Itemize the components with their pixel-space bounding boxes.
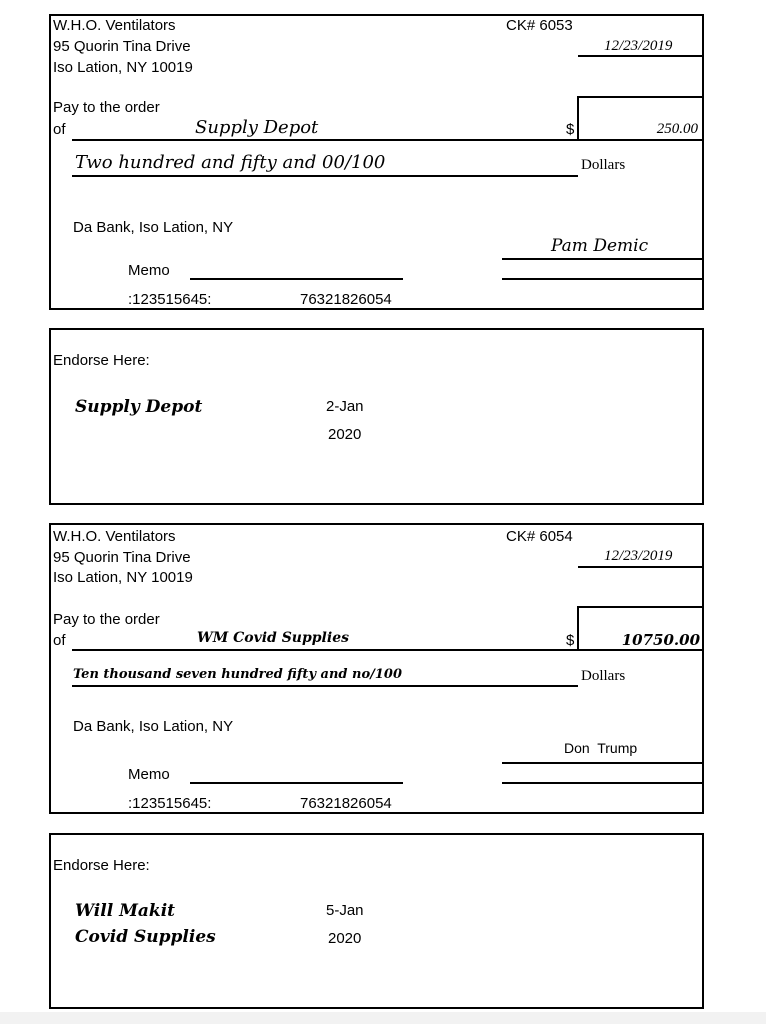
signature-line <box>502 762 702 764</box>
payee-name: WM Covid Supplies <box>197 630 349 646</box>
routing-number: :123515645: <box>128 291 212 308</box>
bank-name: Da Bank, Iso Lation, NY <box>73 219 234 236</box>
endorse-date-year: 2020 <box>328 426 362 443</box>
amount-value: 10750.00 <box>621 631 700 649</box>
amount-box-left <box>577 606 579 650</box>
amount-box-top <box>577 96 702 98</box>
amount-words-line <box>72 685 578 687</box>
bank-name: Da Bank, Iso Lation, NY <box>73 718 234 735</box>
memo-label: Memo <box>128 766 170 783</box>
check-number: CK# 6054 <box>506 528 573 545</box>
amount-in-words: Two hundred and fifty and 00/100 <box>75 152 386 173</box>
signature-line <box>502 258 702 260</box>
payer-city: Iso Lation, NY 10019 <box>53 569 193 586</box>
amount-value: 250.00 <box>656 121 698 137</box>
amount-box-bottom <box>577 139 702 141</box>
date-line <box>578 55 702 57</box>
dollars-label: Dollars <box>581 668 626 684</box>
dollars-label: Dollars <box>581 157 626 173</box>
endorse-label: Endorse Here: <box>53 352 150 369</box>
payee-name: Supply Depot <box>195 117 319 138</box>
page-bottom-edge <box>0 1012 766 1024</box>
signature-line-2 <box>502 782 702 784</box>
account-number: 76321826054 <box>300 291 392 308</box>
payer-street: 95 Quorin Tina Drive <box>53 549 191 566</box>
check-date: 12/23/2019 <box>604 38 673 54</box>
payee-line <box>72 649 578 651</box>
payer-street: 95 Quorin Tina Drive <box>53 38 191 55</box>
endorse-label: Endorse Here: <box>53 857 150 874</box>
endorse-signature: Supply Depot <box>75 397 203 417</box>
memo-label: Memo <box>128 262 170 279</box>
endorse-date-year: 2020 <box>328 930 362 947</box>
payee-line <box>72 139 578 141</box>
payer-name: W.H.O. Ventilators <box>53 528 176 545</box>
endorse-signature-line1: Will Makit <box>75 901 176 921</box>
pay-to-label: Pay to the order <box>53 611 160 628</box>
dollar-sign: $ <box>566 632 575 649</box>
pay-to-label: Pay to the order <box>53 99 160 116</box>
signature-line-2 <box>502 278 702 280</box>
date-line <box>578 566 702 568</box>
pay-to-of-label: of <box>53 121 66 138</box>
routing-number: :123515645: <box>128 795 212 812</box>
signature: Pam Demic <box>551 236 649 256</box>
amount-words-line <box>72 175 578 177</box>
payer-city: Iso Lation, NY 10019 <box>53 59 193 76</box>
check-number: CK# 6053 <box>506 17 573 34</box>
account-number: 76321826054 <box>300 795 392 812</box>
dollar-sign: $ <box>566 121 575 138</box>
amount-in-words: Ten thousand seven hundred fifty and no/100 <box>73 667 403 682</box>
endorse-date-day: 5-Jan <box>326 902 364 919</box>
amount-box-top <box>577 606 702 608</box>
amount-box-bottom <box>577 649 702 651</box>
check-date: 12/23/2019 <box>604 548 673 564</box>
pay-to-of-label: of <box>53 632 66 649</box>
amount-box-left <box>577 96 579 140</box>
memo-line <box>190 782 403 784</box>
endorse-signature-line2: Covid Supplies <box>75 927 216 947</box>
endorse-date-day: 2-Jan <box>326 398 364 415</box>
memo-line <box>190 278 403 280</box>
payer-name: W.H.O. Ventilators <box>53 17 176 34</box>
signature: Don Trump <box>564 740 638 756</box>
